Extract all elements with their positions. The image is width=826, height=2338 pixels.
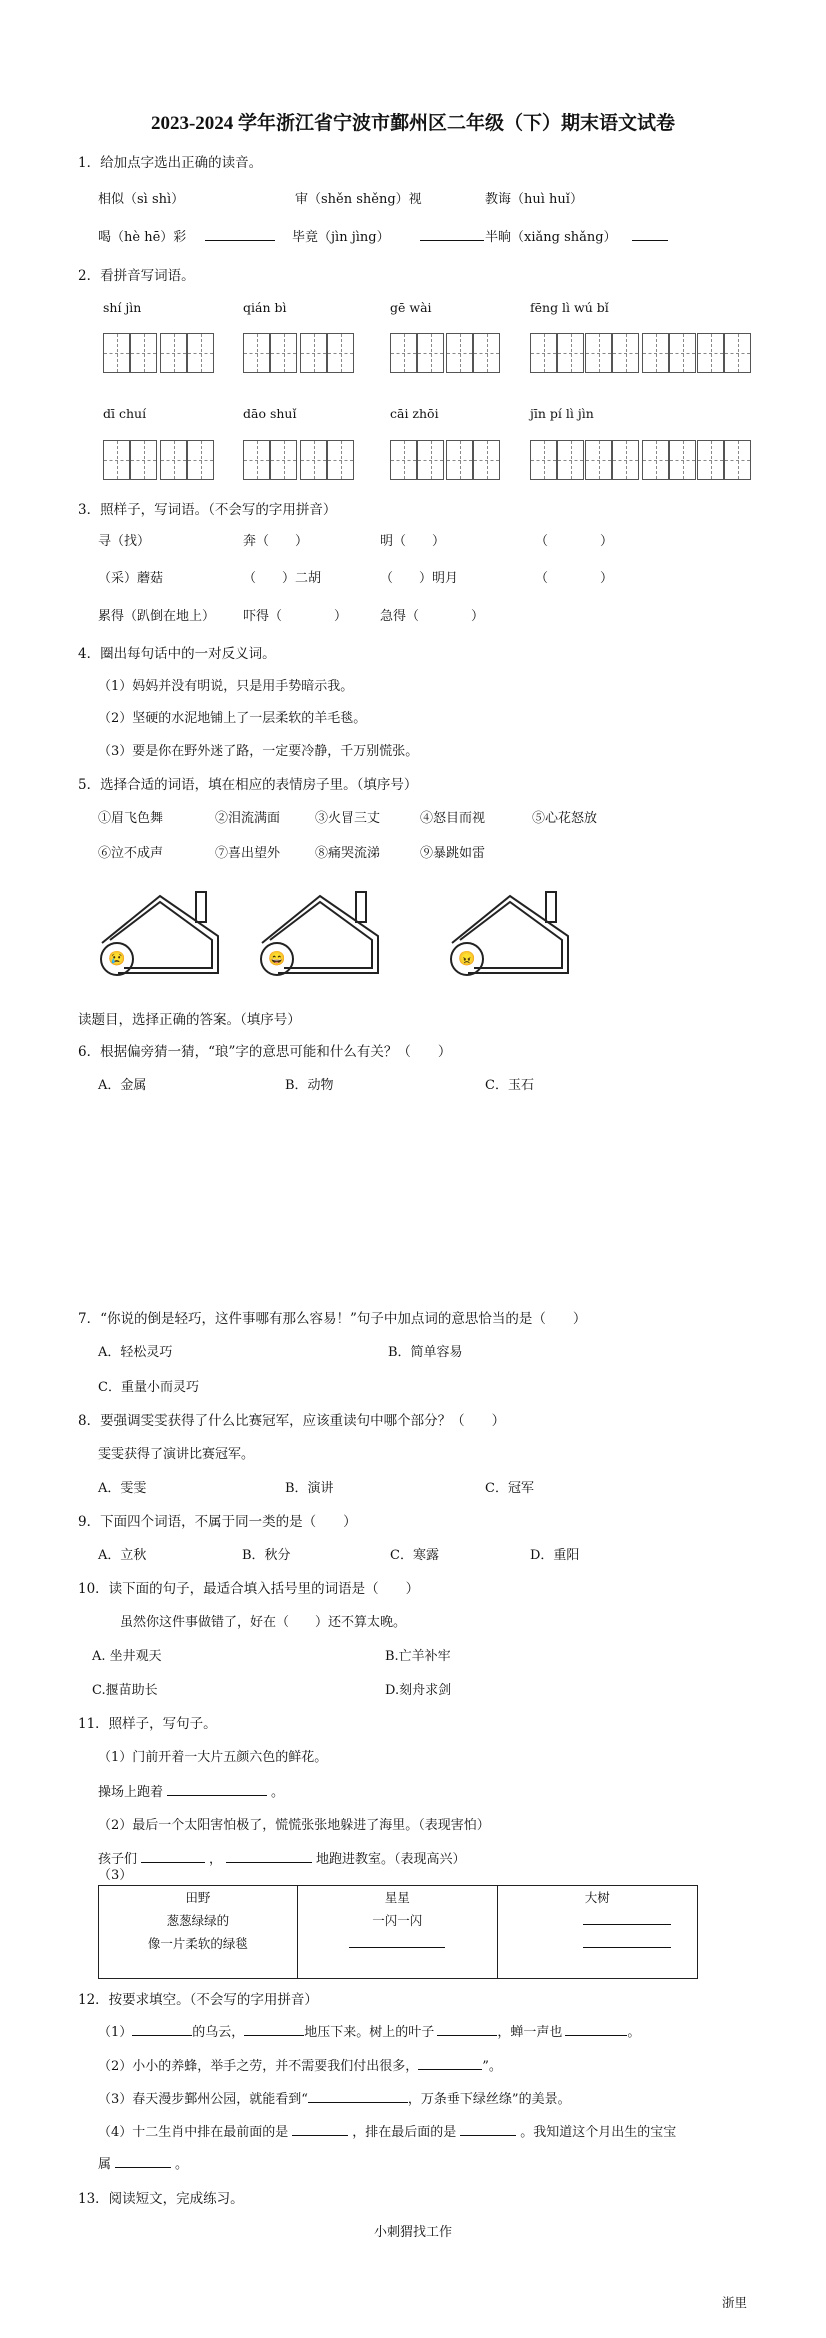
- writing-cell[interactable]: [243, 333, 270, 373]
- writing-cell[interactable]: [612, 440, 639, 480]
- q12-text: ”。: [482, 2059, 502, 2074]
- writing-cell[interactable]: [187, 440, 214, 480]
- q9-stem: 9．下面四个词语，不属于同一类的是（ ）: [78, 1514, 357, 1530]
- q3-item: 吓得（ ）: [243, 609, 348, 624]
- writing-cell[interactable]: [390, 333, 417, 373]
- writing-cell[interactable]: [187, 333, 214, 373]
- answer-blank[interactable]: [437, 2021, 497, 2036]
- writing-cell[interactable]: [585, 440, 612, 480]
- q3-item: （采）蘑菇: [98, 571, 164, 586]
- table-cell: 一闪一闪: [372, 1913, 423, 1928]
- q6-option[interactable]: C．玉石: [485, 1078, 534, 1093]
- answer-blank[interactable]: [565, 2021, 627, 2036]
- writing-cell[interactable]: [270, 440, 297, 480]
- q1-item: 毕竟（jìn jìng）: [292, 230, 390, 245]
- pinyin-label: fēng lì wú bǐ: [530, 300, 609, 315]
- q12-text: 地压下来。树上的叶子: [304, 2025, 435, 2040]
- q12-text: ，排在最后面的是: [352, 2125, 457, 2140]
- writing-cell[interactable]: [243, 440, 270, 480]
- writing-cell[interactable]: [669, 440, 696, 480]
- q3-item: （ ）: [535, 571, 614, 586]
- q5-word: ⑦喜出望外: [215, 846, 281, 861]
- answer-blank[interactable]: [141, 1848, 205, 1863]
- q11-part3: （3）: [98, 1868, 133, 1883]
- writing-cell[interactable]: [446, 440, 473, 480]
- q8-option[interactable]: B．演讲: [285, 1481, 334, 1496]
- answer-blank[interactable]: [132, 2021, 192, 2036]
- writing-cell[interactable]: [130, 333, 157, 373]
- q12-text: ，蝉一声也: [497, 2025, 563, 2040]
- answer-blank[interactable]: [308, 2088, 408, 2103]
- answer-blank[interactable]: [244, 2021, 304, 2036]
- q11-prefix: 孩子们: [98, 1852, 138, 1867]
- q1-item: 相似（sì shì）: [98, 192, 185, 207]
- q4-item: （2）坚硬的水泥地铺上了一层柔软的羊毛毯。: [98, 711, 367, 726]
- table-cell: 田野: [185, 1890, 211, 1905]
- q3-item: （ ）: [535, 534, 614, 549]
- writing-cell[interactable]: [160, 440, 187, 480]
- writing-cell[interactable]: [612, 333, 639, 373]
- table-col-3: [497, 1886, 697, 1979]
- q12-text: 的乌云，: [192, 2025, 245, 2040]
- q11-suffix: 。: [271, 1785, 285, 1800]
- q5-word: ⑨暴跳如雷: [420, 846, 486, 861]
- table-cell: 大树: [584, 1890, 610, 1905]
- q4-stem: 4．圈出每句话中的一对反义词。: [78, 646, 276, 662]
- answer-blank[interactable]: [418, 2055, 482, 2070]
- q13-stem: 13．阅读短文，完成练习。: [78, 2191, 244, 2207]
- q3-item: （ ）明月: [380, 571, 459, 586]
- table-col-2: [297, 1886, 497, 1979]
- q5-word: ⑥泣不成声: [98, 846, 164, 861]
- q9-option[interactable]: D．重阳: [530, 1548, 580, 1563]
- writing-cell[interactable]: [327, 440, 354, 480]
- q5-word: ⑤心花怒放: [532, 811, 598, 826]
- writing-cell[interactable]: [530, 440, 557, 480]
- writing-cell[interactable]: [417, 333, 444, 373]
- writing-cell[interactable]: [300, 333, 327, 373]
- q11-stem: 11．照样子，写句子。: [78, 1716, 217, 1732]
- imitation-table: [98, 1885, 698, 1979]
- writing-cell[interactable]: [724, 333, 751, 373]
- q5-word: ⑧痛哭流涕: [315, 846, 381, 861]
- q3-item: 累得（趴倒在地上）: [98, 609, 216, 624]
- q1-item: 教诲（huì huǐ）: [485, 192, 583, 207]
- writing-cell[interactable]: [130, 440, 157, 480]
- q12-line-1: [98, 2021, 640, 2040]
- q12-line-4: [98, 2121, 676, 2140]
- writing-cell[interactable]: [103, 333, 130, 373]
- q5-word: ②泪流满面: [215, 811, 281, 826]
- writing-cell[interactable]: [585, 333, 612, 373]
- q6-option[interactable]: A．金属: [98, 1078, 147, 1093]
- writing-cell[interactable]: [697, 440, 724, 480]
- answer-blank[interactable]: [349, 1933, 445, 1948]
- q3-item: 寻（找）: [98, 534, 151, 549]
- answer-blank[interactable]: [583, 1933, 671, 1948]
- q12-line-2: [98, 2055, 502, 2074]
- answer-blank[interactable]: [420, 226, 484, 241]
- q8-option[interactable]: C．冠军: [485, 1481, 534, 1496]
- writing-cell[interactable]: [103, 440, 130, 480]
- writing-cell[interactable]: [270, 333, 297, 373]
- q3-stem: 3．照样子，写词语。（不会写的字用拼音）: [78, 502, 337, 518]
- reading-intro: 读题目，选择正确的答案。（填序号）: [78, 1012, 301, 1028]
- q10-option[interactable]: A. 坐井观天: [92, 1649, 162, 1664]
- writing-cell[interactable]: [530, 333, 557, 373]
- q3-item: 明（ ）: [380, 534, 446, 549]
- table-cell: 像一片柔软的绿毯: [147, 1936, 248, 1951]
- writing-cell[interactable]: [557, 333, 584, 373]
- happy-face-icon: 😄: [260, 942, 294, 976]
- q10-option[interactable]: C.揠苗助长: [92, 1683, 158, 1698]
- q10-option[interactable]: D.刻舟求剑: [385, 1683, 452, 1698]
- q6-option[interactable]: B．动物: [285, 1078, 334, 1093]
- pinyin-label: dī chuí: [103, 406, 147, 421]
- pinyin-label: dāo shuǐ: [243, 406, 297, 421]
- q9-option[interactable]: B．秋分: [242, 1548, 291, 1563]
- page-footer: 浙里: [722, 2295, 748, 2310]
- pinyin-label: shí jìn: [103, 300, 142, 315]
- q9-option[interactable]: C．寒露: [390, 1548, 439, 1563]
- writing-cell[interactable]: [724, 440, 751, 480]
- angry-face-icon: 😠: [450, 942, 484, 976]
- pinyin-label: cāi zhōi: [390, 406, 439, 421]
- q10-sentence: 虽然你这件事做错了，好在（ ）还不算太晚。: [120, 1615, 407, 1630]
- writing-cell[interactable]: [160, 333, 187, 373]
- q10-option[interactable]: B.亡羊补牢: [385, 1649, 451, 1664]
- q3-item: 奔（ ）: [243, 534, 309, 549]
- answer-blank[interactable]: [167, 1781, 267, 1796]
- q1-stem: 1．给加点字选出正确的读音。: [78, 155, 263, 171]
- writing-cell[interactable]: [473, 440, 500, 480]
- answer-blank[interactable]: [632, 226, 668, 241]
- q1-item: 喝（hè hē）彩: [98, 230, 187, 245]
- writing-cell[interactable]: [669, 333, 696, 373]
- q11-example: （2）最后一个太阳害怕极了，慌慌张张地躲进了海里。（表现害怕）: [98, 1818, 490, 1833]
- q12-text: 。: [175, 2157, 189, 2172]
- writing-cell[interactable]: [446, 333, 473, 373]
- q7-option[interactable]: A．轻松灵巧: [98, 1345, 173, 1360]
- q11-prompt: [98, 1848, 466, 1867]
- q6-stem: 6．根据偏旁猜一猜，“琅”字的意思可能和什么有关？（ ）: [78, 1044, 452, 1060]
- q11-suffix: 地跑进教室。（表现高兴）: [316, 1852, 466, 1867]
- q11-example: （1）门前开着一大片五颜六色的鲜花。: [98, 1750, 328, 1765]
- q12-text: 。: [627, 2025, 641, 2040]
- q12-text: （3）春天漫步鄞州公园，就能看到“: [98, 2092, 308, 2107]
- q12-text: （4）十二生肖中排在最前面的是: [98, 2125, 289, 2140]
- q7-option[interactable]: C．重量小而灵巧: [98, 1380, 199, 1395]
- pinyin-label: gē wài: [390, 300, 432, 315]
- q11-mid: ，: [209, 1852, 223, 1867]
- q12-text: （1）: [98, 2025, 133, 2040]
- q1-item: 审（shěn shěng）视: [295, 192, 422, 207]
- writing-cell[interactable]: [697, 333, 724, 373]
- q4-item: （3）要是你在野外迷了路，一定要冷静，千万别慌张。: [98, 744, 419, 759]
- q12-text: ，万条垂下绿丝绦”的美景。: [407, 2092, 571, 2107]
- q12-text: （2）小小的养蜂，举手之劳，并不需要我们付出很多，: [98, 2059, 419, 2074]
- writing-cell[interactable]: [417, 440, 444, 480]
- pinyin-label: jīn pí lì jìn: [530, 406, 594, 421]
- answer-blank[interactable]: [226, 1848, 312, 1863]
- q11-prefix: 操场上跑着: [98, 1785, 164, 1800]
- q8-option[interactable]: A．雯雯: [98, 1481, 147, 1496]
- q3-item: （ ）二胡: [243, 571, 322, 586]
- q3-item: 急得（ ）: [380, 609, 485, 624]
- q7-option[interactable]: B．简单容易: [388, 1345, 463, 1360]
- writing-cell[interactable]: [557, 440, 584, 480]
- answer-blank[interactable]: [205, 226, 275, 241]
- q12-stem: 12．按要求填空。（不会写的字用拼音）: [78, 1992, 318, 2008]
- pinyin-label: qián bì: [243, 300, 287, 315]
- q9-option[interactable]: A．立秋: [98, 1548, 147, 1563]
- writing-cell[interactable]: [473, 333, 500, 373]
- answer-blank[interactable]: [115, 2153, 171, 2168]
- q2-stem: 2．看拼音写词语。: [78, 268, 195, 284]
- answer-blank[interactable]: [460, 2121, 516, 2136]
- sad-face-icon: 😢: [100, 942, 134, 976]
- answer-blank[interactable]: [583, 1910, 671, 1925]
- q8-sentence: 雯雯获得了演讲比赛冠军。: [98, 1447, 255, 1462]
- writing-cell[interactable]: [390, 440, 417, 480]
- q12-text: 属: [98, 2157, 112, 2172]
- writing-cell[interactable]: [300, 440, 327, 480]
- table-cell: 葱葱绿绿的: [166, 1913, 230, 1928]
- q10-stem: 10．读下面的句子，最适合填入括号里的词语是（ ）: [78, 1581, 420, 1597]
- writing-cell[interactable]: [642, 440, 669, 480]
- table-cell: 星星: [384, 1890, 410, 1905]
- q5-word: ①眉飞色舞: [98, 811, 164, 826]
- q12-line-3: [98, 2088, 571, 2107]
- q11-prompt: [98, 1781, 284, 1800]
- q7-stem: 7．“你说的倒是轻巧，这件事哪有那么容易！”句子中加点词的意思恰当的是（ ）: [78, 1311, 587, 1327]
- q1-item: 半晌（xiǎng shǎng）: [485, 230, 617, 245]
- passage-title: 小刺猬找工作: [373, 2225, 452, 2240]
- q8-stem: 8．要强调雯雯获得了什么比赛冠军，应该重读句中哪个部分？（ ）: [78, 1413, 506, 1429]
- q5-stem: 5．选择合适的词语，填在相应的表情房子里。（填序号）: [78, 777, 418, 793]
- q5-word: ④怒目而视: [420, 811, 486, 826]
- table-col-1: [99, 1886, 298, 1979]
- q5-word: ③火冒三丈: [315, 811, 381, 826]
- q4-item: （1）妈妈并没有明说，只是用手势暗示我。: [98, 679, 354, 694]
- answer-blank[interactable]: [292, 2121, 348, 2136]
- page-title: 2023-2024 学年浙江省宁波市鄞州区二年级（下）期末语文试卷: [150, 113, 676, 134]
- writing-cell[interactable]: [642, 333, 669, 373]
- writing-cell[interactable]: [327, 333, 354, 373]
- q12-text: 。我知道这个月出生的宝宝: [520, 2125, 677, 2140]
- q12-line-5: [98, 2153, 188, 2172]
